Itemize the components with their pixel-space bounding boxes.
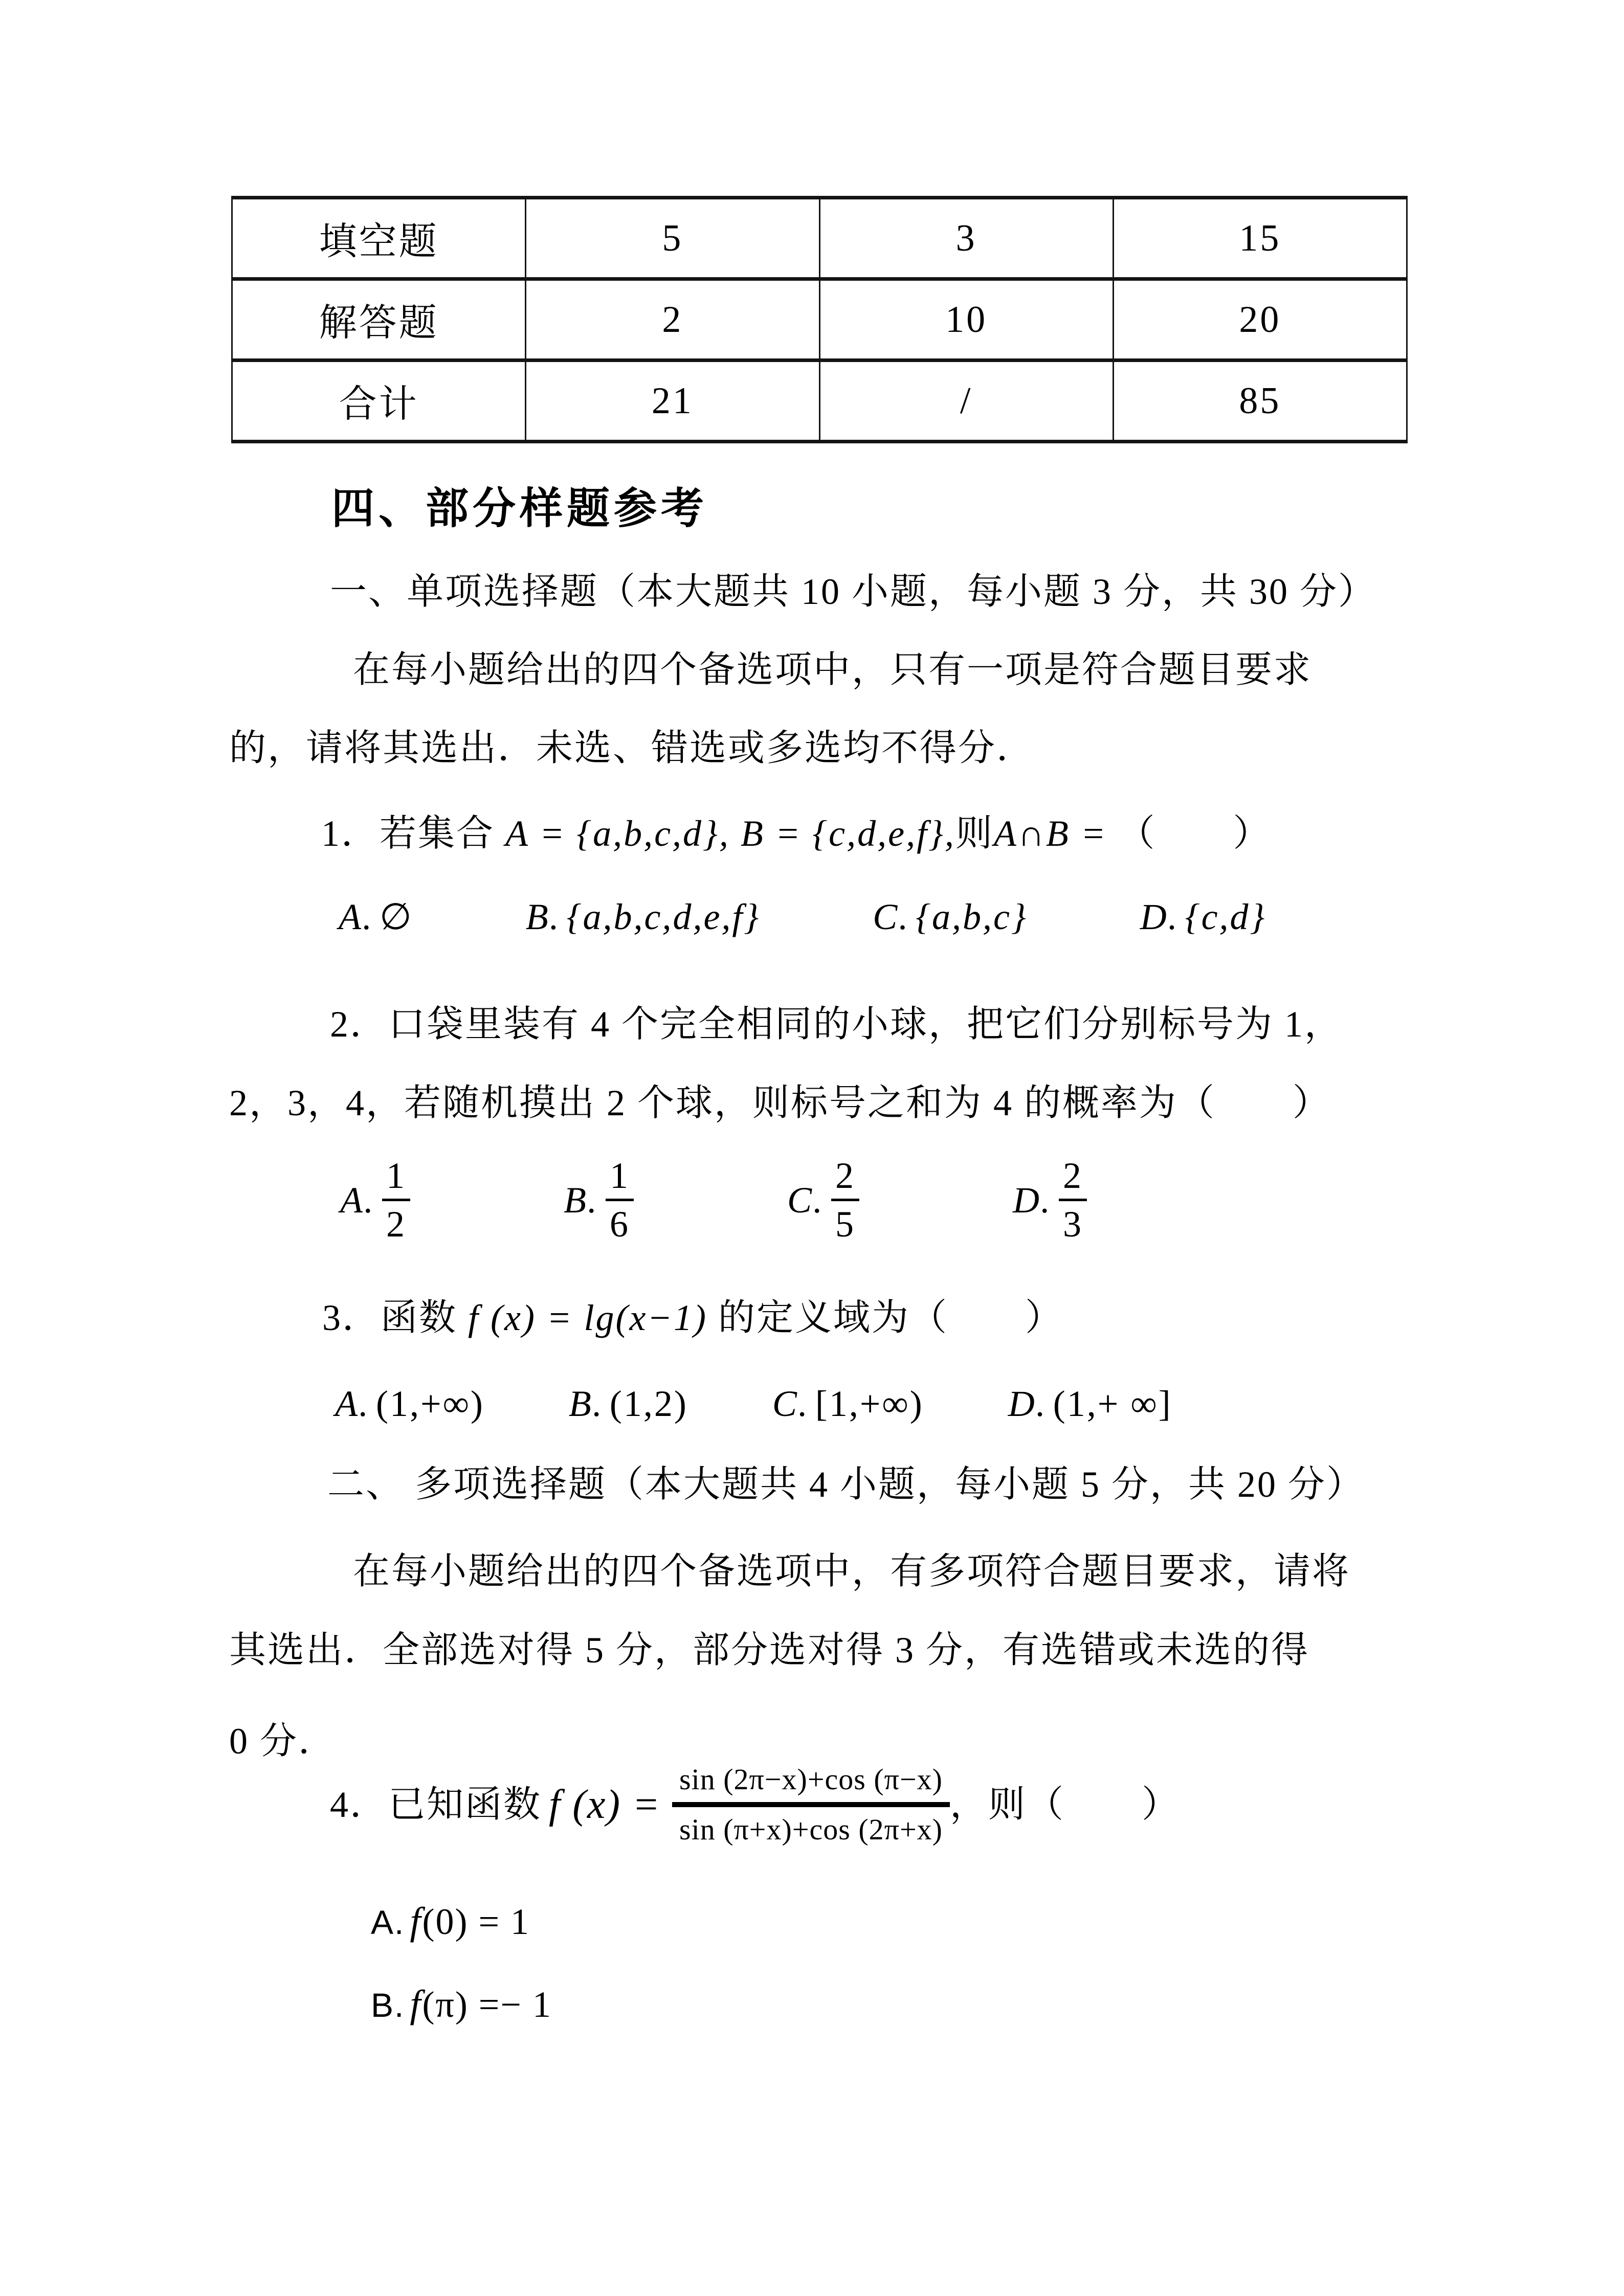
q1-mid: 则 (955, 813, 994, 854)
table-cell: / (819, 361, 1113, 442)
q4-suffix: ，则（ ） (949, 1784, 1180, 1825)
question-2-stem-line1: 2．口袋里装有 4 个完全相同的小球，把它们分别标号为 1， (330, 1004, 1343, 1045)
table-cell: 20 (1113, 279, 1407, 361)
option-a-f: f (410, 1900, 422, 1943)
q3-prefix: 3．函数 (322, 1297, 469, 1338)
q3-suffix: 的定义域为（ ） (707, 1297, 1064, 1338)
q4-fraction-denominator: sin (π+x)+cos (2π+x) (679, 1812, 943, 1846)
option-c-label: C. (787, 1180, 824, 1221)
option-c-value: {a,b,c} (916, 896, 1028, 937)
option-b-fraction (606, 1157, 634, 1244)
q1-math-sets: A = {a,b,c,d}, B = {c,d,e,f}, (505, 813, 955, 854)
fraction-denominator: 3 (1063, 1203, 1083, 1245)
table-cell: 填空题 (232, 198, 526, 279)
q3-math: f (x) = lg(x−1) (468, 1297, 708, 1338)
q1-math-intersection: A∩B = (993, 813, 1118, 854)
option-c (772, 1381, 924, 1427)
fraction-numerator: 2 (1059, 1157, 1087, 1201)
table-row (232, 198, 1407, 279)
option-c-value: [1,+∞) (815, 1383, 924, 1424)
option-b-value: (π) =− 1 (422, 1984, 552, 2025)
table-cell: 2 (526, 279, 819, 361)
table-cell: 15 (1113, 198, 1407, 279)
question-3-options (335, 1381, 1172, 1427)
fraction-numerator: 1 (382, 1157, 410, 1201)
option-b (526, 894, 761, 940)
question-1-options (339, 894, 1266, 940)
option-d-fraction (1059, 1157, 1087, 1244)
option-c-label: C. (873, 896, 910, 937)
q1-prefix: 1．若集合 (321, 813, 506, 854)
option-a-label: A. (339, 896, 373, 937)
table-row (232, 279, 1407, 361)
part1-desc-line1: 在每小题给出的四个备选项中，只有一项是符合题目要求 (353, 649, 1312, 690)
part2-title: 二、 多项选择题（本大题共 4 小题，每小题 5 分，共 20 分） (327, 1464, 1365, 1505)
option-a-fraction (382, 1157, 410, 1244)
fraction-denominator: 5 (835, 1203, 855, 1245)
option-b-label: B. (371, 1986, 405, 2024)
q4-prefix: 4．已知函数 (330, 1784, 542, 1825)
part2-desc-line3: 0 分． (229, 1721, 337, 1762)
option-c-fraction (831, 1157, 859, 1244)
table-cell: 合计 (232, 361, 526, 442)
option-b (569, 1381, 688, 1427)
option-a (340, 1157, 410, 1244)
option-b-label: B. (568, 1383, 604, 1424)
option-a-label: A. (335, 1383, 370, 1424)
option-c (787, 1157, 859, 1244)
option-d-label: D. (1013, 1180, 1052, 1221)
option-d (1013, 1157, 1087, 1244)
option-b-label: B. (563, 1180, 598, 1221)
table-cell: 解答题 (232, 279, 526, 361)
option-b (564, 1157, 634, 1244)
option-b-value: (1,2) (609, 1383, 688, 1424)
option-d (1008, 1381, 1172, 1427)
table-cell: 3 (819, 198, 1113, 279)
option-b-f: f (410, 1983, 422, 2025)
table-row (232, 361, 1407, 442)
option-d-value: {c,d} (1185, 896, 1266, 937)
option-a-value: (0) = 1 (422, 1901, 530, 1942)
table-cell: 10 (819, 279, 1113, 361)
part2-desc-line2: 其选出．全部选对得 5 分，部分选对得 3 分，有选错或未选的得 (229, 1630, 1310, 1671)
option-d-value: (1,+ ∞] (1053, 1383, 1172, 1424)
option-c (873, 894, 1028, 940)
fraction-denominator: 2 (386, 1203, 406, 1245)
part1-desc-line2: 的，请将其选出．未选、错选或多选均不得分． (229, 728, 1035, 769)
fraction-numerator: 1 (606, 1157, 634, 1201)
option-b-value: {a,b,c,d,e,f} (566, 896, 761, 937)
section-heading: 四、部分样题参考 (331, 484, 708, 532)
question-4-stem (330, 1763, 1180, 1846)
option-a-label: A. (340, 1180, 375, 1221)
question-4-option-a (371, 1897, 530, 1946)
fraction-numerator: 2 (831, 1157, 859, 1201)
option-d (1140, 894, 1266, 940)
table-cell: 21 (526, 361, 819, 442)
question-4-option-b (371, 1980, 552, 2029)
part1-title: 一、单项选择题（本大题共 10 小题，每小题 3 分，共 30 分） (330, 571, 1377, 612)
score-table (231, 196, 1408, 443)
table-cell: 5 (526, 198, 819, 279)
option-a-value: (1,+∞) (375, 1383, 484, 1424)
option-a (335, 1381, 484, 1427)
q1-answer-paren: （ ） (1118, 813, 1272, 854)
question-3-stem (322, 1295, 1063, 1341)
part2-desc-line1: 在每小题给出的四个备选项中，有多项符合题目要求，请将 (353, 1551, 1351, 1592)
question-2-options (340, 1157, 1087, 1244)
question-1-stem (321, 811, 1271, 857)
q4-fx: f (x) = (549, 1782, 661, 1827)
table-cell: 85 (1113, 361, 1407, 442)
option-b-label: B. (525, 896, 561, 937)
option-a-label: A. (371, 1903, 405, 1941)
option-d-label: D. (1008, 1383, 1047, 1424)
question-2-stem-line2: 2，3，4，若随机摸出 2 个球，则标号之和为 4 的概率为（ ） (229, 1083, 1331, 1123)
q4-fraction-numerator: sin (2π−x)+cos (π−x) (672, 1763, 950, 1807)
option-a (339, 894, 413, 940)
fraction-denominator: 6 (609, 1203, 630, 1245)
option-a-value: ∅ (379, 896, 413, 937)
q4-fraction (672, 1763, 950, 1846)
option-d-label: D. (1140, 896, 1179, 937)
option-c-label: C. (772, 1383, 809, 1424)
